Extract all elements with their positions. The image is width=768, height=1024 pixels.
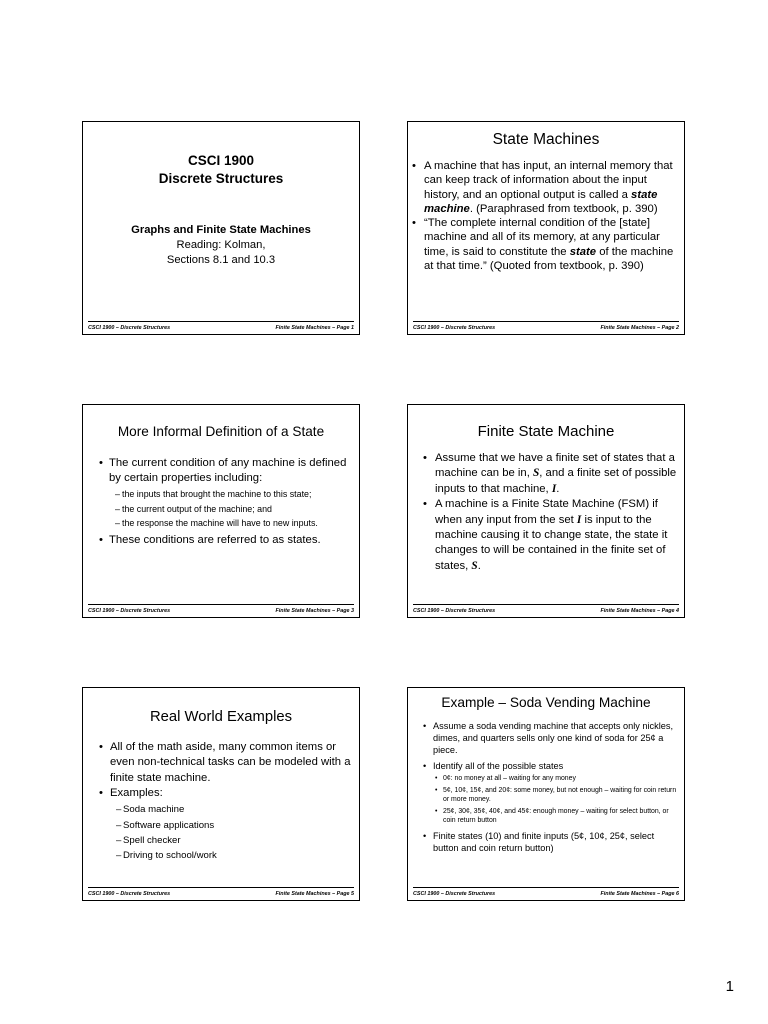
bullet-list [99,456,351,548]
slide-footer [413,325,679,331]
footer-right: Finite State Machines – Page 5 [275,891,354,897]
list-item: • A machine that has input, an internal memory that can keep track of information about the input history, and an optional output is called a state machine. (Paraphrased from textbook, p. 390) [412,159,681,216]
sub-item: • 5¢, 10¢, 15¢, and 20¢: some money, but not enough – waiting for coin return or more money. [435,786,678,805]
footer-left: CSCI 1900 – Discrete Structures [88,608,171,614]
slide-6 [407,687,685,901]
slide-title: Real World Examples [150,709,292,725]
list-item: • Examples: [99,786,353,801]
footer-right: Finite State Machines – Page 6 [600,891,679,897]
list-item: • The current condition of any machine is defined by certain properties including: [99,456,351,486]
sub-item: – Soda machine [116,802,353,817]
slide-footer [88,891,354,897]
slide-title: More Informal Definition of a State [117,424,325,439]
slide-1 [82,121,360,335]
sub-list [99,802,353,864]
slide-3 [82,404,360,618]
footer-divider [88,887,354,888]
page-number: 1 [725,978,734,995]
list-item: • Assume that we have a finite set of states that a machine can be in, S, and a finite set of possible inputs to that machine, I. [423,451,678,497]
sub-list [423,774,678,826]
sub-item: • 25¢, 30¢, 35¢, 40¢, and 45¢: enough money – waiting for select button, or coin return button [435,807,678,826]
sub-item: – the current output of the machine; and [115,504,351,516]
slide-4 [407,404,685,618]
footer-left: CSCI 1900 – Discrete Structures [88,891,171,897]
slide-footer [88,608,354,614]
bullet-list [423,720,678,854]
sub-item: – the response the machine will have to new inputs. [115,518,351,530]
footer-left: CSCI 1900 – Discrete Structures [413,891,496,897]
footer-divider [413,321,679,322]
slide-title-line1: CSCI 1900 [187,153,255,168]
bullet-list [412,159,681,273]
slide-footer [413,891,679,897]
bullet-list [99,740,353,864]
sub-item: – the inputs that brought the machine to this state; [115,489,351,501]
slide-title: State Machines [492,131,600,148]
footer-divider [413,887,679,888]
list-item: • “The complete internal condition of the [state] machine and all of its memory, at any particular time, is said to constitute the state of the machine at that time.” (Quoted from textbook, p. 390) [412,216,681,273]
slide-footer [413,608,679,614]
sub-item: – Driving to school/work [116,848,353,863]
slide-subtitle: Graphs and Finite State Machines [131,224,311,236]
sub-list [99,489,351,530]
list-item: • Finite states (10) and finite inputs (5¢, 10¢, 25¢, select button and coin return button) [423,830,678,854]
footer-divider [88,321,354,322]
list-item: • Identify all of the possible states [423,760,678,772]
slide-5 [82,687,360,901]
footer-left: CSCI 1900 – Discrete Structures [413,325,496,331]
list-item: • Assume a soda vending machine that accepts only nickles, dimes, and quarters sells only one kind of soda for 25¢ a piece. [423,720,678,756]
footer-right: Finite State Machines – Page 3 [275,608,354,614]
footer-right: Finite State Machines – Page 1 [275,325,354,331]
slide-title: Example – Soda Vending Machine [441,695,651,710]
footer-divider [413,604,679,605]
slide-title-line2: Discrete Structures [158,171,284,186]
slide-2 [407,121,685,335]
list-item: • These conditions are referred to as states. [99,533,351,548]
footer-left: CSCI 1900 – Discrete Structures [413,608,496,614]
slide-footer [88,325,354,331]
reading-line1: Reading: Kolman, [176,239,266,251]
footer-right: Finite State Machines – Page 4 [600,608,679,614]
list-item: • A machine is a Finite State Machine (FSM) if when any input from the set I is input to the machine causing it to change state, the state it changes to will be contained in the finite set of states, S. [423,497,678,574]
sub-item: • 0¢: no money at all – waiting for any money [435,774,678,784]
footer-divider [88,604,354,605]
sub-item: – Software applications [116,818,353,833]
footer-right: Finite State Machines – Page 2 [600,325,679,331]
bullet-list [423,451,678,574]
list-item: • All of the math aside, many common items or even non-technical tasks can be modeled with a finite state machine. [99,740,353,786]
slide-title: Finite State Machine [477,423,615,440]
footer-left: CSCI 1900 – Discrete Structures [88,325,171,331]
sub-item: – Spell checker [116,833,353,848]
reading-line2: Sections 8.1 and 10.3 [166,254,276,266]
